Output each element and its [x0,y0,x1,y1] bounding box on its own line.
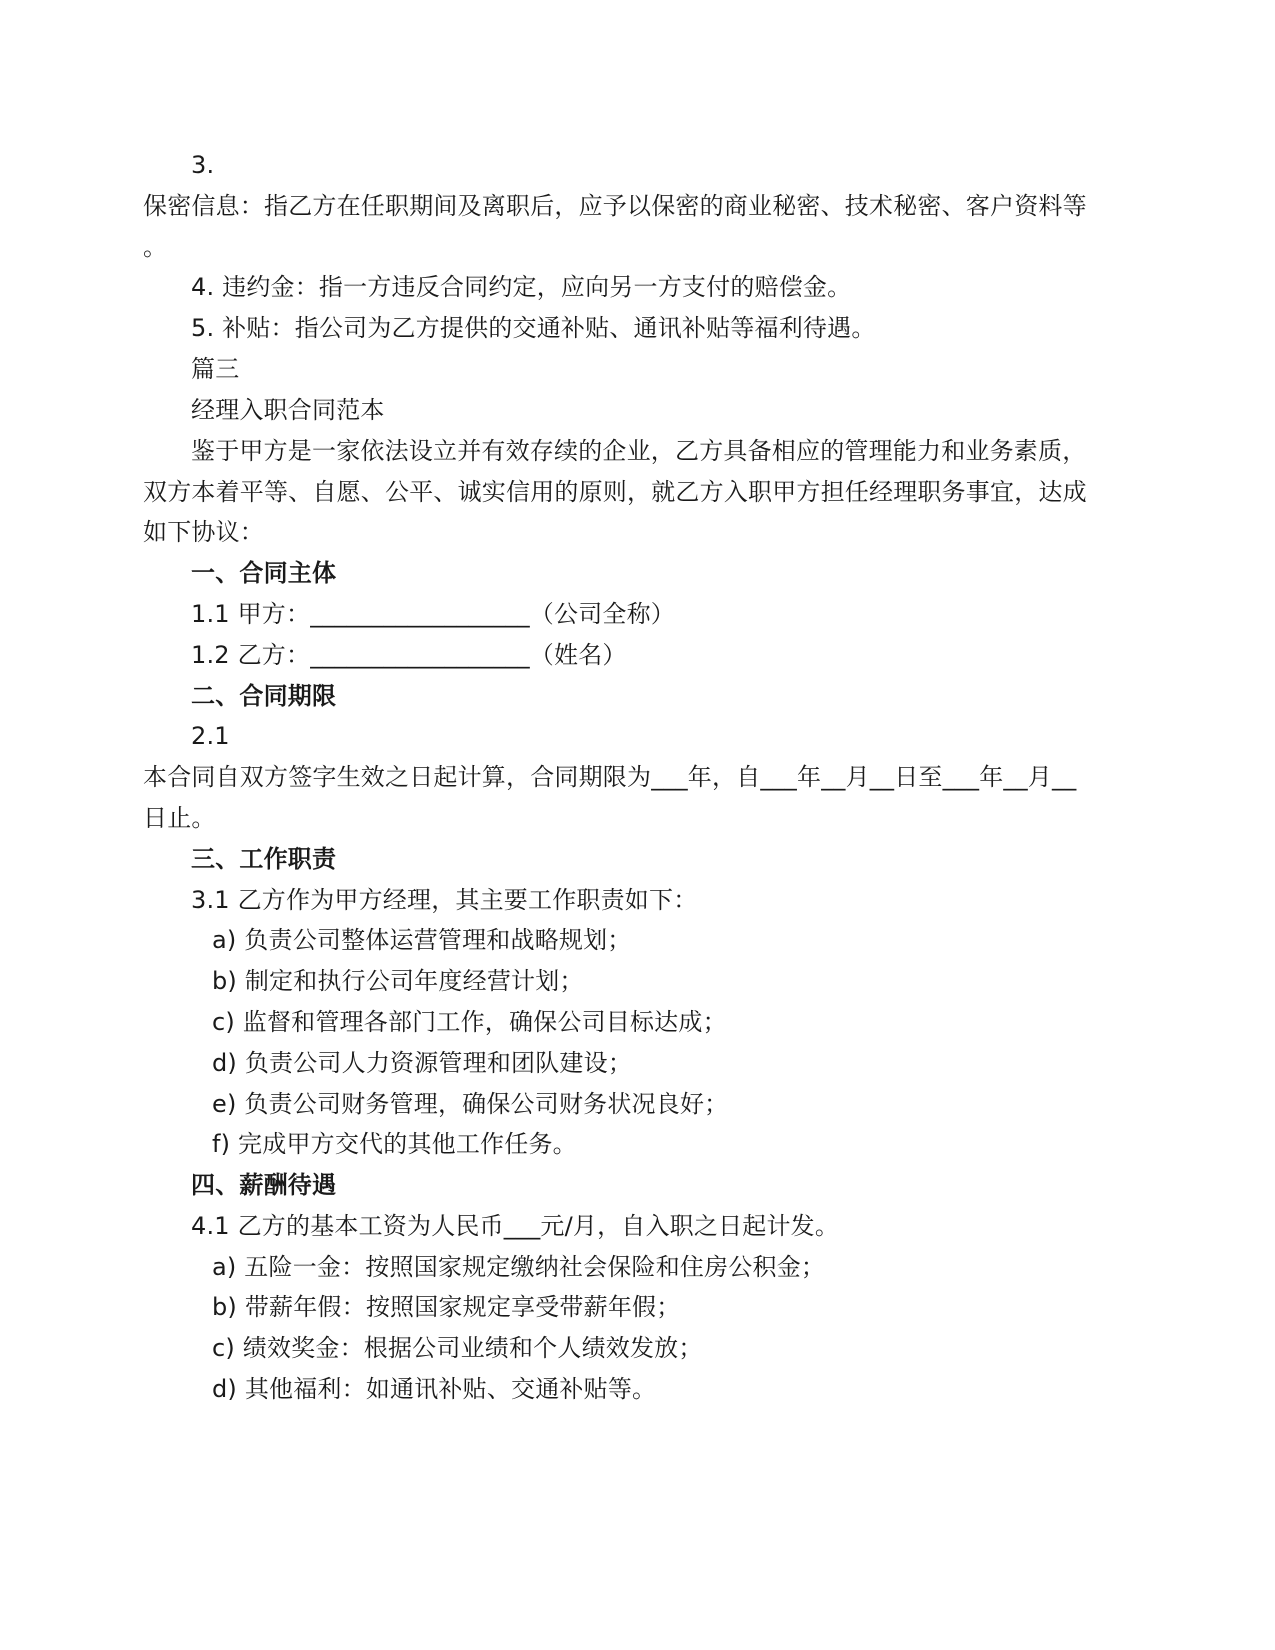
list-item: a) 负责公司整体运营管理和战略规划； [212,926,632,954]
clause-line: 3.1 乙方作为甲方经理，其主要工作职责如下： [191,886,698,914]
list-item: c) 监督和管理各部门工作，确保公司目标达成； [212,1008,727,1036]
document-title: 经理入职合同范本 [191,396,385,424]
list-item: a) 五险一金：按照国家规定缴纳社会保险和住房公积金； [212,1253,826,1281]
section-heading: 三、工作职责 [191,845,337,873]
clause-line: 1.1 甲方：__________________（公司全称） [191,600,675,628]
list-item: b) 制定和执行公司年度经营计划； [212,967,584,995]
paragraph-line: 鉴于甲方是一家依法设立并有效存续的企业，乙方具备相应的管理能力和业务素质， [191,437,1087,465]
list-item: e) 负责公司财务管理，确保公司财务状况良好； [212,1090,729,1118]
clause-number: 2.1 [191,722,230,750]
list-item: c) 绩效奖金：根据公司业绩和个人绩效发放； [212,1334,703,1362]
paragraph-line: 日止。 [143,804,216,832]
section-label: 篇三 [191,355,240,383]
clause-line: 1.2 乙方：__________________（姓名） [191,641,627,669]
paragraph-line: 。 [143,233,168,261]
list-item: f) 完成甲方交代的其他工作任务。 [212,1130,577,1158]
paragraph-line: 本合同自双方签字生效之日起计算，合同期限为___年，自___年__月__日至___年__月__ [143,763,1077,791]
paragraph-line: 保密信息：指乙方在任职期间及离职后，应予以保密的商业秘密、技术秘密、客户资料等 [143,192,1087,220]
clause-line: 4.1 乙方的基本工资为人民币___元/月，自入职之日起计发。 [191,1212,840,1240]
section-heading: 二、合同期限 [191,682,337,710]
list-item: b) 带薪年假：按照国家规定享受带薪年假； [212,1293,681,1321]
section-heading: 四、薪酬待遇 [191,1171,337,1199]
list-item-number: 3. [191,151,215,179]
list-item: d) 负责公司人力资源管理和团队建设； [212,1049,633,1077]
definition-item: 4. 违约金：指一方违反合同约定，应向另一方支付的赔偿金。 [191,273,852,301]
paragraph-line: 双方本着平等、自愿、公平、诚实信用的原则，就乙方入职甲方担任经理职务事宜，达成 [143,478,1087,506]
definition-item: 5. 补贴：指公司为乙方提供的交通补贴、通讯补贴等福利待遇。 [191,314,876,342]
section-heading: 一、合同主体 [191,559,337,587]
list-item: d) 其他福利：如通讯补贴、交通补贴等。 [212,1375,657,1403]
paragraph-line: 如下协议： [143,518,264,546]
